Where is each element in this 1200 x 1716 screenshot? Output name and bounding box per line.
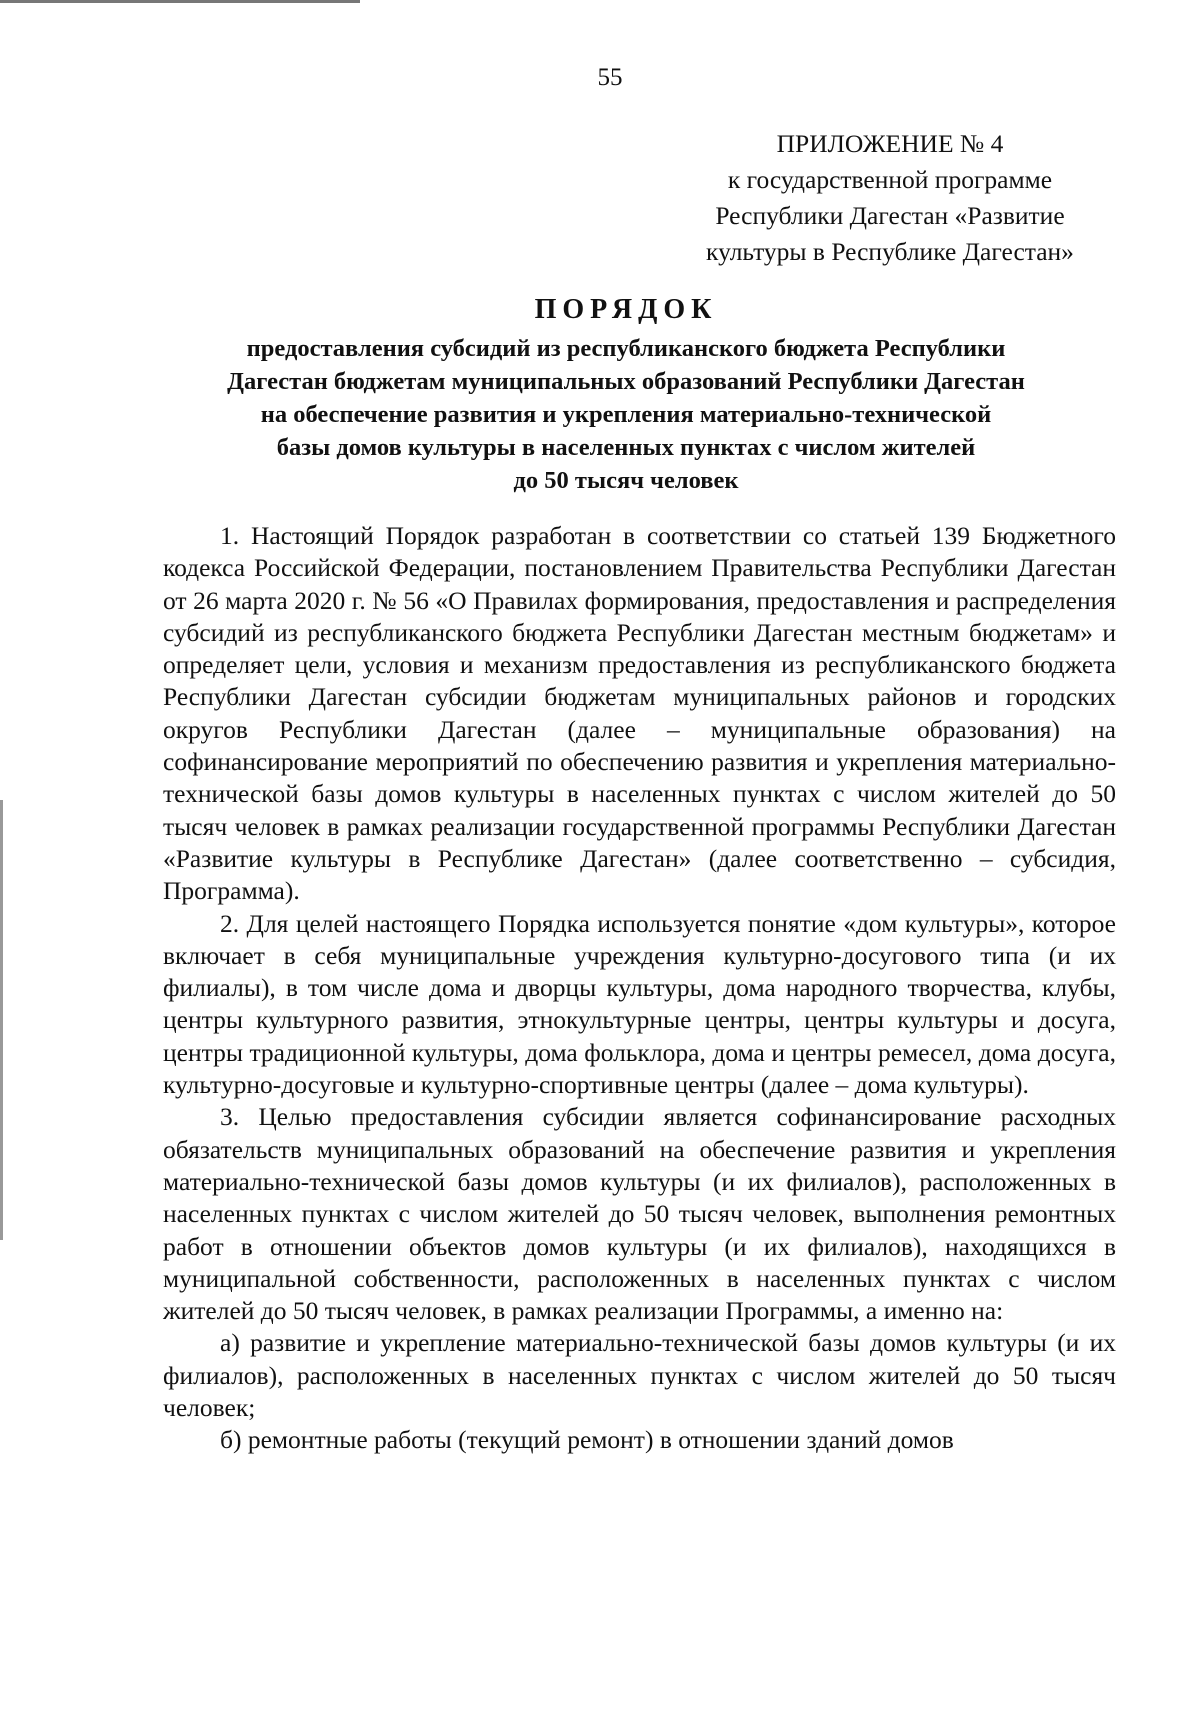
appendix-line: культуры в Республике Дагестан» (706, 237, 1074, 266)
paragraph-3: 3. Целью предоставления субсидии является софинансирование расходных обязательств муниципальных образований на обеспечение развития и укрепления материально-технической базы домов культуры (и их филиалов), расположенных в населенных пунктах с числом жителей до 50 тысяч человек, выполнения ремонтных работ в отношении объектов домов культуры (и их филиалов), находящихся в муниципальной собственности, расположенных в населенных пунктах с числом жителей до 50 тысяч человек, в рамках реализации Программы, а именно на: (163, 1102, 1116, 1326)
paragraph-1: 1. Настоящий Порядок разработан в соответствии со статьей 139 Бюджетного кодекса Российской Федерации, постановлением Правительства Республики Дагестан от 26 марта 2020 г. № 56 «О Правилах формирования, предоставления и распределения субсидий из республиканского бюджета Республики Дагестан местным бюджетам» и определяет цели, условия и механизм предоставления из республиканского бюджета Республики Дагестан субсидии бюджетам муниципальных районов и городских округов Республики Дагестан (далее – муниципальные образования) на софинансирование мероприятий по обеспечению развития и укрепления материально-технической базы домов культуры в населенных пунктах с числом жителей до 50 тысяч человек в рамках реализации государственной программы Республики Дагестан «Развитие культуры в Республике Дагестан» (далее соответственно – субсидия, Программа). (163, 521, 1116, 906)
subtitle-line: Дагестан бюджетам муниципальных образований Республики Дагестан (227, 368, 1025, 395)
appendix-line: ПРИЛОЖЕНИЕ № 4 (776, 129, 1004, 158)
document-title (160, 290, 1092, 497)
subtitle-line: на обеспечение развития и укрепления материально-технической (260, 401, 992, 428)
subtitle-line: базы домов культуры в населенных пунктах с числом жителей (276, 434, 976, 461)
subtitle-line: до 50 тысяч человек (513, 467, 739, 494)
paragraph-3b: б) ремонтные работы (текущий ремонт) в отношении зданий домов (220, 1425, 954, 1455)
subtitle-line: предоставления субсидий из республиканского бюджета Республики (246, 335, 1006, 362)
scan-edge-left (0, 800, 3, 1240)
paragraph-2: 2. Для целей настоящего Порядка используется понятие «дом культуры», которое включает в себя муниципальные учреждения культурно-досугового типа (и их филиалы), в том числе дома и дворцы культуры, дома народного творчества, клубы, центры культурного развития, этнокультурные центры, центры культуры и досуга, центры традиционной культуры, дома фольклора, дома и центры ремесел, дома досуга, культурно-досуговые и культурно-спортивные центры (далее – дома культуры). (163, 908, 1116, 1100)
paragraph-3a: а) развитие и укрепление материально-технической базы домов культуры (и их филиалов), расположенных в населенных пунктах с числом жителей до 50 тысяч человек; (163, 1328, 1116, 1423)
appendix-line: Республики Дагестан «Развитие (715, 201, 1065, 230)
title-main: ПОРЯДОК (534, 294, 718, 325)
document-body (163, 520, 1116, 1457)
title-subtitle (160, 332, 1092, 497)
appendix-header (660, 126, 1120, 270)
appendix-line: к государственной программе (727, 165, 1053, 194)
scan-edge-top (0, 0, 360, 3)
page-number: 55 (597, 64, 623, 91)
